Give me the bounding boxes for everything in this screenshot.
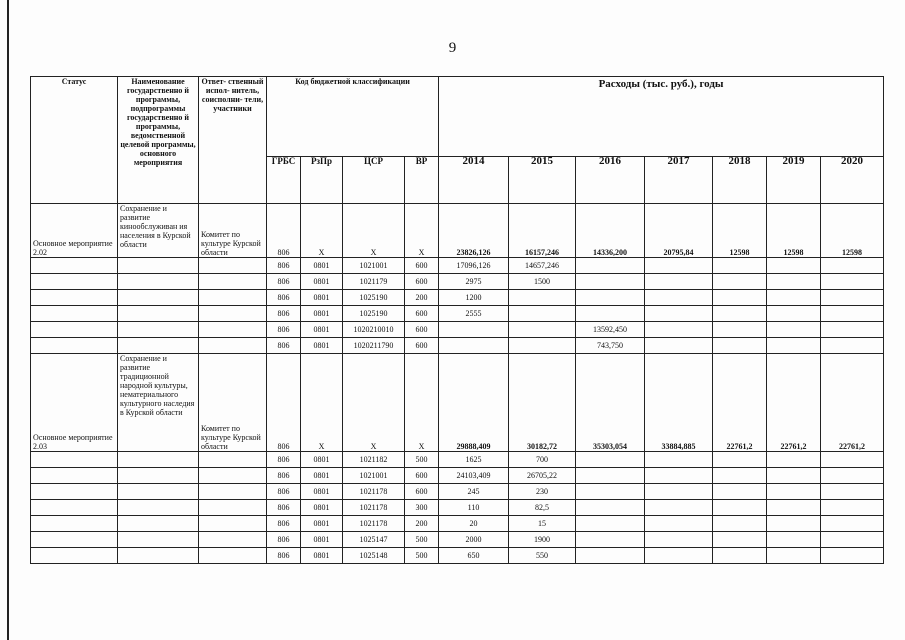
name-cell — [118, 274, 199, 290]
value-cell — [645, 306, 713, 322]
status-cell — [31, 452, 118, 468]
value-cell — [767, 452, 821, 468]
table-row — [31, 306, 884, 322]
executor-cell — [199, 338, 267, 354]
vr-cell: 600 — [405, 322, 439, 338]
value-cell: 1900 — [509, 532, 576, 548]
vr-cell: 600 — [405, 484, 439, 500]
status-cell — [31, 548, 118, 564]
value-cell — [645, 258, 713, 274]
value-cell — [509, 338, 576, 354]
executor-cell — [199, 468, 267, 484]
table-row — [31, 274, 884, 290]
name-cell — [118, 338, 199, 354]
value-cell — [713, 468, 767, 484]
name-cell — [118, 452, 199, 468]
table-row — [31, 548, 884, 564]
grbs-cell: 806 — [267, 468, 301, 484]
header-year-2014: 2014 — [439, 157, 509, 204]
total-value-cell: 12598 — [713, 204, 767, 258]
value-cell — [509, 322, 576, 338]
left-margin-rule — [7, 0, 9, 640]
value-cell: 110 — [439, 500, 509, 516]
table-row — [31, 468, 884, 484]
value-cell: 550 — [509, 548, 576, 564]
activity-main-row — [31, 354, 884, 452]
rzpr-cell: 0801 — [301, 338, 343, 354]
rzpr-cell: 0801 — [301, 516, 343, 532]
executor-cell — [199, 258, 267, 274]
value-cell — [645, 274, 713, 290]
vr-cell: 600 — [405, 338, 439, 354]
value-cell: 2000 — [439, 532, 509, 548]
name-cell — [118, 548, 199, 564]
name-cell — [118, 306, 199, 322]
header-year-2016: 2016 — [576, 157, 645, 204]
total-value-cell: 30182,72 — [509, 354, 576, 452]
rzpr-cell: 0801 — [301, 290, 343, 306]
value-cell — [713, 484, 767, 500]
rzpr-cell: 0801 — [301, 484, 343, 500]
rzpr-cell: 0801 — [301, 322, 343, 338]
grbs-cell: 806 — [267, 500, 301, 516]
csr-cell: 1021178 — [343, 516, 405, 532]
value-cell — [821, 290, 884, 306]
header-year-2017: 2017 — [645, 157, 713, 204]
grbs-cell: 806 — [267, 274, 301, 290]
header-code-grbs: ГРБС — [267, 157, 301, 204]
name-cell — [118, 468, 199, 484]
value-cell — [645, 548, 713, 564]
value-cell — [645, 500, 713, 516]
value-cell — [821, 452, 884, 468]
value-cell — [576, 516, 645, 532]
value-cell — [713, 306, 767, 322]
status-cell — [31, 468, 118, 484]
value-cell — [576, 258, 645, 274]
vr-cell: 500 — [405, 548, 439, 564]
grbs-cell: 806 — [267, 532, 301, 548]
value-cell — [821, 258, 884, 274]
value-cell — [713, 532, 767, 548]
executor-cell — [199, 484, 267, 500]
name-cell — [118, 516, 199, 532]
grbs-cell: 806 — [267, 452, 301, 468]
value-cell: 245 — [439, 484, 509, 500]
value-cell: 700 — [509, 452, 576, 468]
header-code-vr: ВР — [405, 157, 439, 204]
value-cell — [767, 532, 821, 548]
executor-cell — [199, 322, 267, 338]
value-cell — [821, 468, 884, 484]
header-name: Наименование государственно й программы, подпрограммы государственно й программы, ведомственной целевой программы, основного мероприятия — [118, 77, 199, 204]
header-year-2020: 2020 — [821, 157, 884, 204]
csr-cell: 1021001 — [343, 258, 405, 274]
value-cell — [713, 290, 767, 306]
vr-cell: 600 — [405, 258, 439, 274]
executor-cell — [199, 548, 267, 564]
status-cell — [31, 532, 118, 548]
csr-cell: Х — [343, 204, 405, 258]
value-cell — [767, 500, 821, 516]
table-row — [31, 258, 884, 274]
total-value-cell: 12598 — [767, 204, 821, 258]
status-cell — [31, 516, 118, 532]
rzpr-cell: 0801 — [301, 500, 343, 516]
status-cell — [31, 274, 118, 290]
grbs-cell: 806 — [267, 322, 301, 338]
grbs-cell: 806 — [267, 484, 301, 500]
value-cell — [645, 516, 713, 532]
value-cell — [767, 468, 821, 484]
value-cell — [767, 548, 821, 564]
value-cell: 26705,22 — [509, 468, 576, 484]
vr-cell: Х — [405, 204, 439, 258]
value-cell: 230 — [509, 484, 576, 500]
name-cell — [118, 322, 199, 338]
grbs-cell: 806 — [267, 354, 301, 452]
csr-cell: 1021179 — [343, 274, 405, 290]
value-cell — [713, 548, 767, 564]
csr-cell: 1025148 — [343, 548, 405, 564]
name-cell — [118, 500, 199, 516]
value-cell — [645, 338, 713, 354]
rzpr-cell: 0801 — [301, 274, 343, 290]
value-cell: 2555 — [439, 306, 509, 322]
rzpr-cell: 0801 — [301, 306, 343, 322]
vr-cell: 500 — [405, 532, 439, 548]
status-cell — [31, 500, 118, 516]
table-row — [31, 500, 884, 516]
csr-cell: 1021178 — [343, 500, 405, 516]
executor-cell — [199, 532, 267, 548]
rzpr-cell: 0801 — [301, 258, 343, 274]
value-cell: 650 — [439, 548, 509, 564]
csr-cell: 1021001 — [343, 468, 405, 484]
rzpr-cell: 0801 — [301, 452, 343, 468]
csr-cell: 1020210010 — [343, 322, 405, 338]
grbs-cell: 806 — [267, 258, 301, 274]
total-value-cell: 33884,885 — [645, 354, 713, 452]
value-cell — [821, 306, 884, 322]
activity-executor: Комитет по культуре Курской области — [199, 354, 267, 452]
total-value-cell: 29888,409 — [439, 354, 509, 452]
total-value-cell: 22761,2 — [713, 354, 767, 452]
rzpr-cell: 0801 — [301, 548, 343, 564]
activity-status: Основное мероприятие 2.03 — [31, 354, 118, 452]
value-cell — [713, 258, 767, 274]
status-cell — [31, 306, 118, 322]
vr-cell: 600 — [405, 274, 439, 290]
name-cell — [118, 290, 199, 306]
executor-cell — [199, 274, 267, 290]
value-cell — [767, 338, 821, 354]
status-cell — [31, 322, 118, 338]
value-cell: 1500 — [509, 274, 576, 290]
csr-cell: 1025190 — [343, 306, 405, 322]
name-cell — [118, 484, 199, 500]
value-cell — [713, 322, 767, 338]
csr-cell: 1021178 — [343, 484, 405, 500]
value-cell — [439, 338, 509, 354]
total-value-cell: 20795,84 — [645, 204, 713, 258]
value-cell: 24103,409 — [439, 468, 509, 484]
value-cell — [576, 548, 645, 564]
header-code-group: Код бюджетной классификации — [267, 77, 439, 157]
vr-cell: 600 — [405, 468, 439, 484]
value-cell — [713, 452, 767, 468]
value-cell — [713, 516, 767, 532]
executor-cell — [199, 516, 267, 532]
header-status: Статус — [31, 77, 118, 204]
value-cell — [713, 274, 767, 290]
value-cell — [821, 500, 884, 516]
grbs-cell: 806 — [267, 548, 301, 564]
table-row — [31, 322, 884, 338]
value-cell — [767, 258, 821, 274]
value-cell — [645, 290, 713, 306]
grbs-cell: 806 — [267, 290, 301, 306]
value-cell — [821, 484, 884, 500]
value-cell — [576, 468, 645, 484]
value-cell — [767, 290, 821, 306]
activity-main-row — [31, 204, 884, 258]
vr-cell: 200 — [405, 290, 439, 306]
value-cell — [645, 484, 713, 500]
csr-cell: 1025147 — [343, 532, 405, 548]
value-cell — [509, 306, 576, 322]
value-cell — [439, 322, 509, 338]
value-cell — [767, 322, 821, 338]
vr-cell: 500 — [405, 452, 439, 468]
value-cell: 1625 — [439, 452, 509, 468]
value-cell — [821, 516, 884, 532]
name-cell — [118, 258, 199, 274]
value-cell — [713, 500, 767, 516]
vr-cell: 600 — [405, 306, 439, 322]
value-cell: 2975 — [439, 274, 509, 290]
total-value-cell: 16157,246 — [509, 204, 576, 258]
table-row — [31, 338, 884, 354]
status-cell — [31, 338, 118, 354]
value-cell — [767, 274, 821, 290]
vr-cell: 300 — [405, 500, 439, 516]
table-body — [31, 204, 884, 564]
total-value-cell: 12598 — [821, 204, 884, 258]
value-cell: 20 — [439, 516, 509, 532]
value-cell: 13592,450 — [576, 322, 645, 338]
value-cell — [576, 452, 645, 468]
value-cell — [576, 274, 645, 290]
csr-cell: 1025190 — [343, 290, 405, 306]
activity-status: Основное мероприятие 2.02 — [31, 204, 118, 258]
status-cell — [31, 258, 118, 274]
value-cell — [821, 548, 884, 564]
csr-cell: Х — [343, 354, 405, 452]
value-cell — [645, 532, 713, 548]
value-cell — [767, 484, 821, 500]
value-cell — [576, 306, 645, 322]
grbs-cell: 806 — [267, 306, 301, 322]
table-row — [31, 516, 884, 532]
value-cell: 743,750 — [576, 338, 645, 354]
value-cell — [767, 306, 821, 322]
status-cell — [31, 290, 118, 306]
vr-cell: Х — [405, 354, 439, 452]
page-number: 9 — [448, 40, 457, 56]
rzpr-cell: 0801 — [301, 468, 343, 484]
value-cell — [821, 532, 884, 548]
rzpr-cell: 0801 — [301, 532, 343, 548]
total-value-cell: 22761,2 — [821, 354, 884, 452]
table-row — [31, 290, 884, 306]
status-cell — [31, 484, 118, 500]
grbs-cell: 806 — [267, 204, 301, 258]
grbs-cell: 806 — [267, 338, 301, 354]
total-value-cell: 35303,054 — [576, 354, 645, 452]
activity-executor: Комитет по культуре Курской области — [199, 204, 267, 258]
csr-cell: 1021182 — [343, 452, 405, 468]
value-cell: 15 — [509, 516, 576, 532]
value-cell — [645, 452, 713, 468]
name-cell — [118, 532, 199, 548]
header-year-2018: 2018 — [713, 157, 767, 204]
value-cell — [576, 484, 645, 500]
activity-name: Сохранение и развитие кинообслуживан ия населения в Курской области — [118, 204, 199, 258]
value-cell — [645, 468, 713, 484]
header-code-csr: ЦСР — [343, 157, 405, 204]
value-cell — [576, 532, 645, 548]
value-cell: 82,5 — [509, 500, 576, 516]
value-cell — [576, 500, 645, 516]
executor-cell — [199, 306, 267, 322]
total-value-cell: 22761,2 — [767, 354, 821, 452]
value-cell — [576, 290, 645, 306]
value-cell — [821, 322, 884, 338]
executor-cell — [199, 290, 267, 306]
total-value-cell: 23826,126 — [439, 204, 509, 258]
table-row — [31, 532, 884, 548]
activity-name: Сохранение и развитие традиционной народной культуры, нематериального культурного наследия в Курской области — [118, 354, 199, 452]
value-cell — [713, 338, 767, 354]
grbs-cell: 806 — [267, 516, 301, 532]
value-cell — [767, 516, 821, 532]
value-cell: 14657,246 — [509, 258, 576, 274]
value-cell — [645, 322, 713, 338]
header-year-2015: 2015 — [509, 157, 576, 204]
value-cell: 17096,126 — [439, 258, 509, 274]
header-expenses-group: Расходы (тыс. руб.), годы — [439, 77, 884, 157]
table-row — [31, 484, 884, 500]
value-cell — [509, 290, 576, 306]
executor-cell — [199, 500, 267, 516]
budget-table — [30, 76, 884, 564]
rzpr-cell: Х — [301, 354, 343, 452]
table-row — [31, 452, 884, 468]
executor-cell — [199, 452, 267, 468]
header-executor: Ответ- ственный испол- нитель, соисполни- тели, участники — [199, 77, 267, 204]
value-cell — [821, 274, 884, 290]
csr-cell: 1020211790 — [343, 338, 405, 354]
header-code-rzpr: РзПр — [301, 157, 343, 204]
value-cell: 1200 — [439, 290, 509, 306]
rzpr-cell: Х — [301, 204, 343, 258]
value-cell — [821, 338, 884, 354]
total-value-cell: 14336,200 — [576, 204, 645, 258]
header-year-2019: 2019 — [767, 157, 821, 204]
vr-cell: 200 — [405, 516, 439, 532]
